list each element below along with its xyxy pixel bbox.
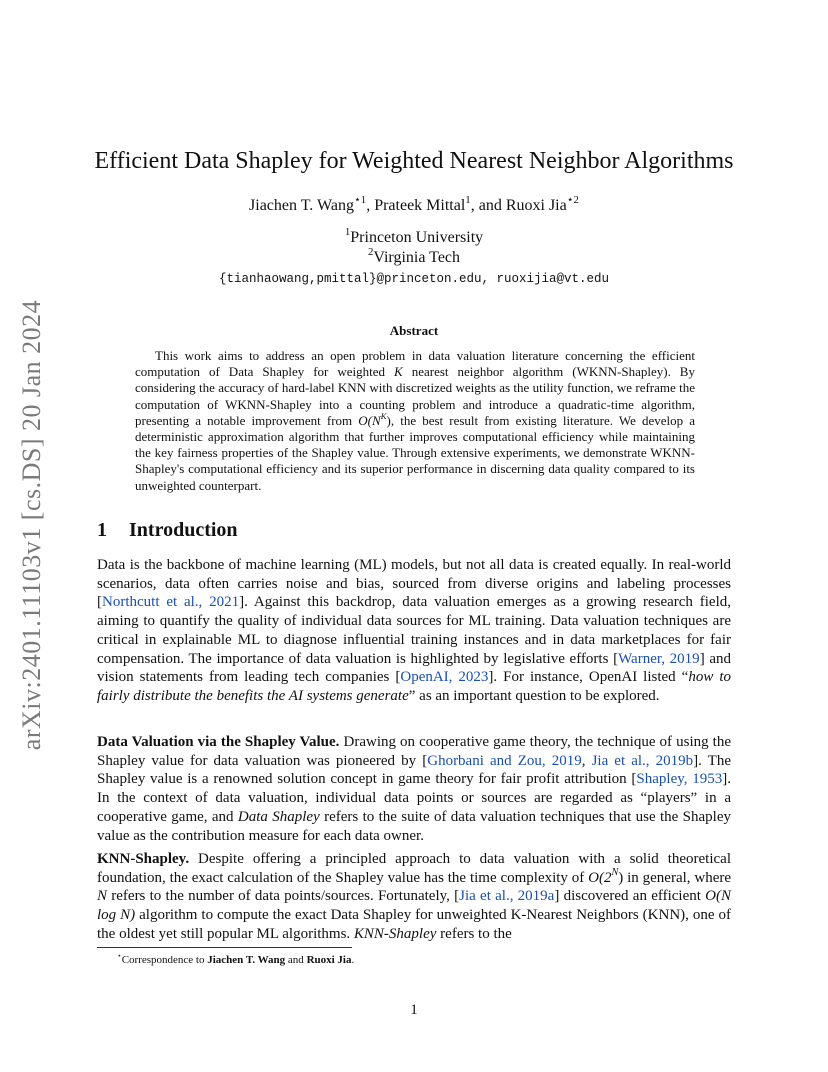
footnote-text: and xyxy=(285,954,307,966)
paragraph-text: ]. In the context of data valuation, individual data points or sources are regarded as “players” in a cooperative game, and xyxy=(97,771,731,825)
emphasized-term: KNN-Shapley xyxy=(353,925,437,942)
paragraph-run-in-heading: Data Valuation via the Shapley Value. xyxy=(97,734,340,750)
citation-link[interactable]: OpenAI, 2023 xyxy=(400,669,489,686)
paragraph-text: Drawing on cooperative game theory, the technique of using the Shapley value for data valuation was pioneered by [ xyxy=(97,734,731,769)
arxiv-identifier: arXiv:2401.11103v1 [cs.DS] 20 Jan 2024 xyxy=(17,299,46,751)
affiliation-name: Princeton University xyxy=(350,229,484,246)
paragraph-run-in-heading: KNN-Shapley. xyxy=(97,851,190,867)
footnote-mark: ⋆ xyxy=(117,950,122,960)
author-superscript: ⋆2 xyxy=(566,193,579,206)
author-name: Ruoxi Jia xyxy=(505,197,567,214)
emphasized-term: Data Shapley xyxy=(237,808,320,825)
abstract-text: , the best result from existing literature. We develop a deterministic approximation algorithm that further improves computational efficiency while maintaining the key fairness properties of the Shapley value. Through extensive experiments, we demonstrate WKNN-Shapley's computational efficiency and its superior performance in discerning data quality compared to its unweighted counterpart. xyxy=(135,412,695,493)
math-symbol: K xyxy=(394,364,403,380)
paragraph-text: Data is the backbone of machine learning (ML) models, but not all data is created equally. In real-world scenarios, data often carries noise and bias, sourced from diverse origins and labeling processes [ xyxy=(97,557,731,611)
math-symbol: N xyxy=(97,888,108,905)
paragraph-text: refers to the number of data points/sources. Fortunately, [ xyxy=(107,888,460,905)
paragraph-text: ] and vision statements from leading tech companies [ xyxy=(97,650,732,686)
citation-link[interactable]: Ghorbani and Zou, 2019 xyxy=(427,752,582,769)
arxiv-side-stamp xyxy=(12,295,52,755)
affiliation-name: Virginia Tech xyxy=(373,249,461,266)
citation-link[interactable]: Jia et al., 2019b xyxy=(591,752,694,769)
quoted-text: how to fairly distribute the benefits the AI systems generate xyxy=(97,669,731,704)
intro-paragraph xyxy=(97,850,731,944)
footnote xyxy=(117,950,355,966)
section-heading xyxy=(97,519,238,542)
author-superscript: 1 xyxy=(465,193,471,206)
math-expression: ) xyxy=(618,869,624,886)
section-title: Introduction xyxy=(129,519,238,541)
footnote-name: Jiachen T. Wang xyxy=(207,954,286,966)
author-name: Jiachen T. Wang xyxy=(249,197,354,214)
math-superscript: K xyxy=(380,410,387,421)
citation-link[interactable]: Warner, 2019 xyxy=(618,650,700,667)
math-expression: ) xyxy=(386,412,391,428)
paragraph-text: ]. The Shapley value is a renowned solution concept in game theory for fair profit attribution [ xyxy=(97,752,732,788)
affiliation-superscript: 2 xyxy=(367,245,374,258)
footnote-rule xyxy=(97,947,352,948)
affiliation xyxy=(0,225,828,247)
page-number: 1 xyxy=(410,1002,418,1018)
citation-link[interactable]: Northcutt et al., 2021 xyxy=(102,594,240,611)
abstract-heading: Abstract xyxy=(389,323,439,338)
paragraph-text: ” as an important question to be explored. xyxy=(408,687,660,704)
footnote-text: Correspondence to xyxy=(121,954,208,966)
author-separator: , xyxy=(366,197,375,214)
author-list xyxy=(0,193,828,215)
math-superscript: N xyxy=(611,866,619,878)
math-expression: O(N xyxy=(358,412,381,428)
author-superscript: ⋆1 xyxy=(353,193,367,206)
paragraph-text: , xyxy=(581,752,592,769)
abstract-text: nearest neighbor algorithm (WKNN-Shapley). By considering the accuracy of hard-label KNN with discretized weights as the utility function, we reframe the computation of WKNN-Shapley into a counting problem and introduce a quadratic-time algorithm, presenting a notable improvement from xyxy=(135,364,695,428)
math-expression: O(N log N) xyxy=(97,888,731,924)
math-expression: O(2 xyxy=(588,869,612,886)
author-emails: {tianhaowang,pmittal}@princeton.edu, ruoxijia@vt.edu xyxy=(218,272,610,286)
abstract-text: This work aims to address an open problem in data valuation literature concerning the efficient computation of Data Shapley for weighted xyxy=(135,348,695,380)
paper-title: Efficient Data Shapley for Weighted Nearest Neighbor Algorithms xyxy=(94,148,734,174)
paragraph-text: in general, where xyxy=(623,869,732,886)
intro-paragraph xyxy=(97,556,731,706)
paragraph-text: algorithm to compute the exact Data Shapley for unweighted K-Nearest Neighbors (KNN), one of the oldest yet still popular ML algorithms. xyxy=(97,907,731,942)
abstract-body xyxy=(135,348,695,494)
affiliation-superscript: 1 xyxy=(344,225,351,238)
intro-paragraph xyxy=(97,733,731,845)
citation-link[interactable]: Jia et al., 2019a xyxy=(459,888,555,905)
paragraph-text: refers to the xyxy=(436,925,512,942)
section-number: 1 xyxy=(97,519,107,541)
footnote-text: . xyxy=(351,954,355,966)
paragraph-text: Despite offering a principled approach to data valuation with a solid theoretical foundation, the exact calculation of the Shapley value has the time complexity of xyxy=(97,851,731,886)
footnote-name: Ruoxi Jia xyxy=(306,954,352,966)
paragraph-text: ]. For instance, OpenAI listed “ xyxy=(488,669,689,686)
affiliation xyxy=(0,245,828,267)
citation-link[interactable]: Shapley, 1953 xyxy=(636,771,723,788)
author-separator: , and xyxy=(470,197,506,214)
paragraph-text: ] discovered an efficient xyxy=(554,888,706,905)
author-name: Prateek Mittal xyxy=(374,197,466,214)
paragraph-text: refers to the suite of data valuation techniques that use the Shapley value as the contribution measure for each data owner. xyxy=(97,808,731,844)
paragraph-text: ]. Against this backdrop, data valuation emerges as a growing research field, aiming to quantify the quality of individual data sources for ML training. Data valuation techniques are critical in explainable ML to diagnose influential training instances and in data marketplaces for fair compensation. The importance of data valuation is highlighted by legislative efforts [ xyxy=(97,594,731,667)
